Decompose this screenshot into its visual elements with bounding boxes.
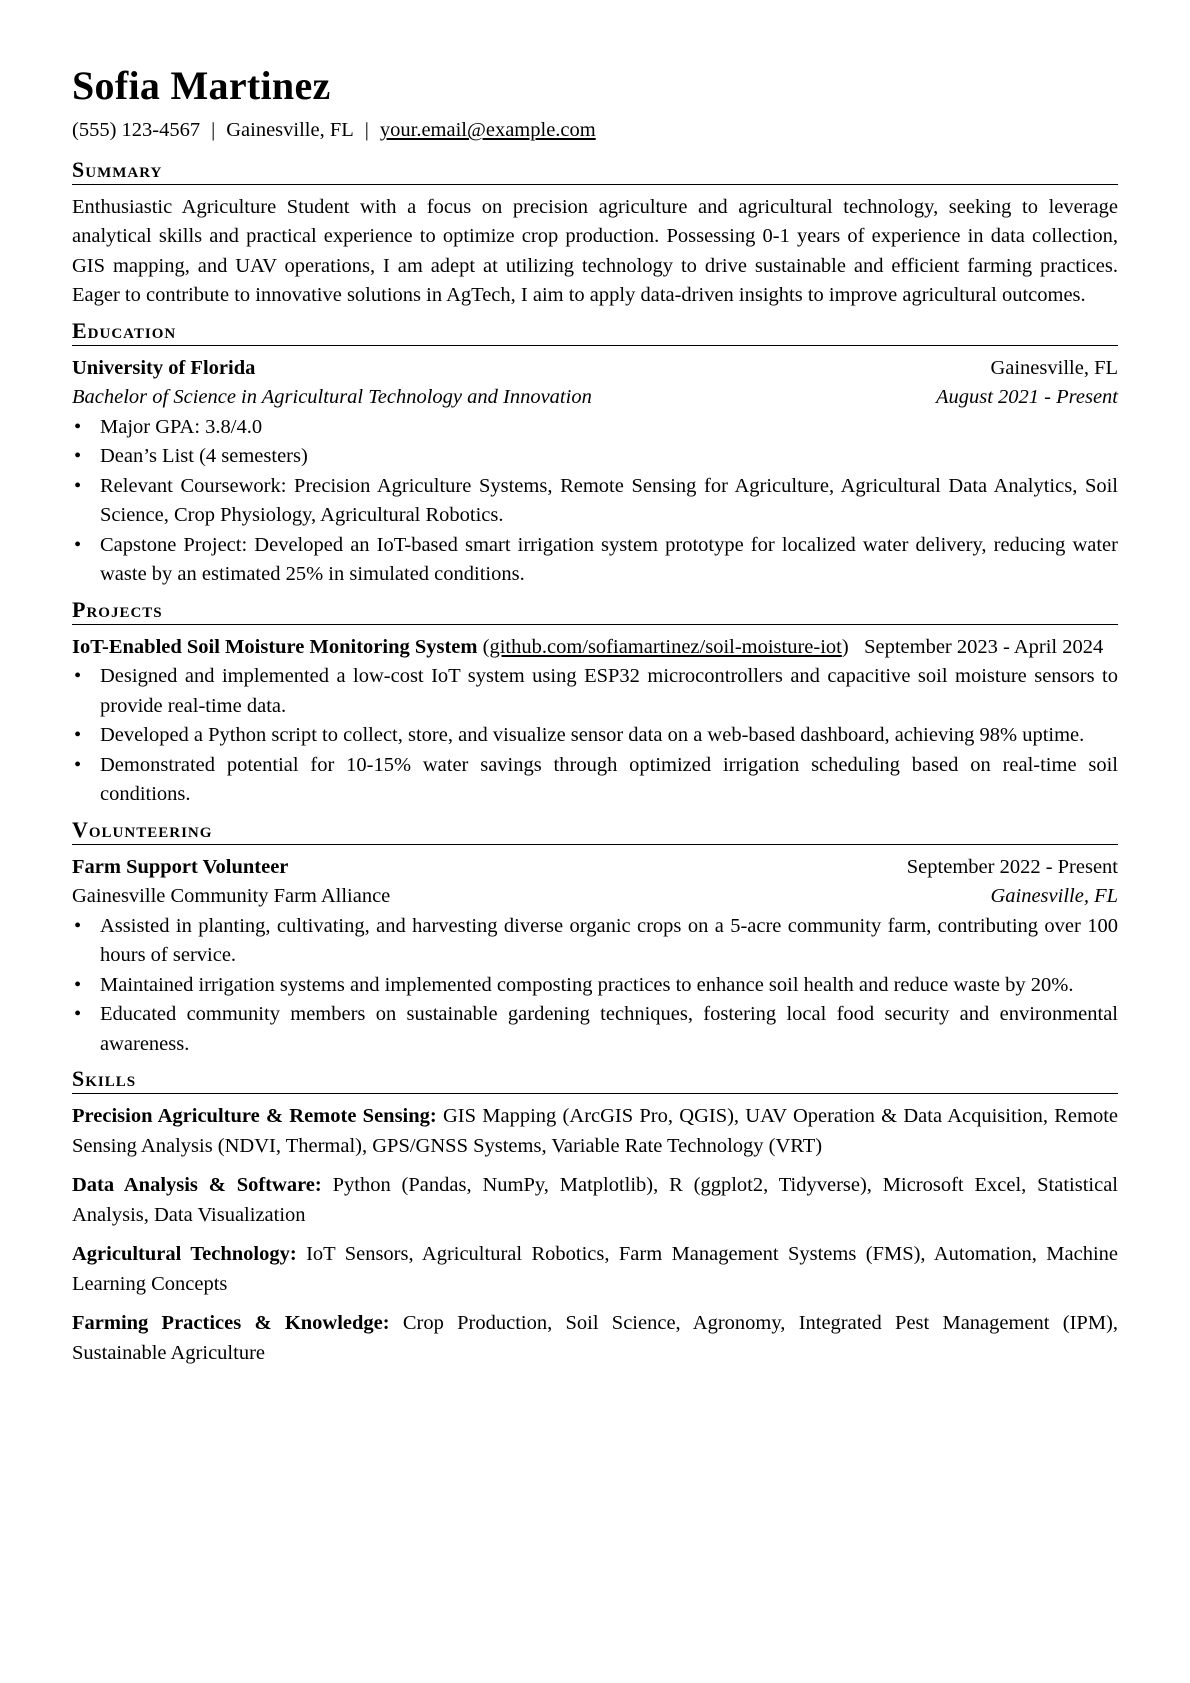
skills-section xyxy=(72,1065,1118,1368)
separator: | xyxy=(211,119,216,141)
project-link[interactable]: github.com/sofiamartinez/soil-moisture-iot xyxy=(489,635,842,658)
email-link[interactable]: your.email@example.com xyxy=(379,119,596,141)
education-dates: August 2021 - Present xyxy=(935,386,1118,408)
skill-label: Precision Agriculture & Remote Sensing: xyxy=(72,1105,437,1127)
skill-label: Data Analysis & Software: xyxy=(72,1174,322,1196)
list-item: • Demonstrated potential for 10-15% water savings through optimized irrigation scheduling based on real-time soil conditions. xyxy=(100,751,1118,810)
list-item: • Capstone Project: Developed an IoT-based smart irrigation system prototype for localized water delivery, reducing water waste by an estimated 25% in simulated conditions. xyxy=(100,531,1118,590)
list-item: • Relevant Coursework: Precision Agriculture Systems, Remote Sensing for Agriculture, Agricultural Data Analytics, Soil Science, Crop Physiology, Agricultural Robotics. xyxy=(100,472,1118,531)
education-bullets xyxy=(72,413,1118,590)
list-item: • Maintained irrigation systems and implemented composting practices to enhance soil health and reduce waste by 20%. xyxy=(100,971,1118,1001)
section-title: Skills xyxy=(72,1065,1118,1094)
contact-line xyxy=(72,116,1118,146)
section-title: Summary xyxy=(72,156,1118,185)
project-bullets xyxy=(72,662,1118,810)
volunteer-bullets xyxy=(72,912,1118,1060)
volunteering-section xyxy=(72,816,1118,1060)
skill-item xyxy=(72,1240,1118,1299)
volunteer-org: Gainesville Community Farm Alliance xyxy=(72,885,391,907)
list-item: • Designed and implemented a low-cost IoT system using ESP32 microcontrollers and capacitive soil moisture sensors to provide real-time data. xyxy=(100,662,1118,721)
section-title: Volunteering xyxy=(72,816,1118,845)
candidate-name: Sofia Martinez xyxy=(72,63,331,108)
project-name: IoT-Enabled Soil Moisture Monitoring System xyxy=(72,635,478,658)
volunteer-dates: September 2022 - Present xyxy=(906,855,1118,878)
degree: Bachelor of Science in Agricultural Technology and Innovation xyxy=(72,386,592,408)
list-item: • Major GPA: 3.8/4.0 xyxy=(100,413,1118,443)
skill-text: GIS Mapping (ArcGIS Pro, QGIS), UAV Operation & Data Acquisition, Remote Sensing Analysis (NDVI, Thermal), GPS/GNSS Systems, Variable Rate Technology (VRT) xyxy=(72,1105,1118,1157)
skill-label: Agricultural Technology: xyxy=(72,1243,297,1265)
list-item: • Educated community members on sustainable gardening techniques, fostering local food security and environmental awareness. xyxy=(100,1000,1118,1059)
skill-label: Farming Practices & Knowledge: xyxy=(72,1312,390,1334)
summary-section xyxy=(72,156,1118,311)
school-location: Gainesville, FL xyxy=(990,356,1118,379)
section-title: Projects xyxy=(72,596,1118,625)
project-header: IoT-Enabled Soil Moisture Monitoring System (github.com/sofiamartinez/soil-moisture-iot) September 2023 - April 2024 xyxy=(72,635,1104,658)
separator: | xyxy=(364,119,369,141)
volunteer-role: Farm Support Volunteer xyxy=(72,855,289,878)
summary-text: Enthusiastic Agriculture Student with a focus on precision agriculture and agricultural technology, seeking to leverage analytical skills and practical experience to optimize crop production. Possessing 0-1 years of experience in data collection, GIS mapping, and UAV operations, I am adept at utilizing technology to drive sustainable and efficient farming practices. Eager to contribute to innovative solutions in AgTech, I aim to apply data-driven insights to improve agricultural outcomes. xyxy=(72,195,1118,306)
list-item: • Assisted in planting, cultivating, and harvesting diverse organic crops on a 5-acre community farm, contributing over 100 hours of service. xyxy=(100,912,1118,971)
skill-text: IoT Sensors, Agricultural Robotics, Farm Management Systems (FMS), Automation, Machine Learning Concepts xyxy=(72,1243,1118,1295)
phone: (555) 123-4567 xyxy=(72,119,201,141)
volunteer-org-row xyxy=(72,882,1118,912)
projects-section xyxy=(72,596,1118,810)
school-name: University of Florida xyxy=(72,356,256,379)
skill-item xyxy=(72,1309,1118,1368)
skill-text: Crop Production, Soil Science, Agronomy, Integrated Pest Management (IPM), Sustainable Agriculture xyxy=(72,1312,1118,1364)
project-dates: September 2023 - April 2024 xyxy=(864,635,1104,658)
volunteer-location: Gainesville, FL xyxy=(990,885,1118,907)
list-item: • Dean’s List (4 semesters) xyxy=(100,442,1118,472)
skill-item xyxy=(72,1102,1118,1161)
degree-row xyxy=(72,383,1118,413)
location: Gainesville, FL xyxy=(226,119,354,141)
list-item: • Developed a Python script to collect, store, and visualize sensor data on a web-based dashboard, achieving 98% uptime. xyxy=(100,721,1118,751)
section-title: Education xyxy=(72,317,1118,346)
skill-text: Python (Pandas, NumPy, Matplotlib), R (ggplot2, Tidyverse), Microsoft Excel, Statistical Analysis, Data Visualization xyxy=(72,1174,1118,1226)
skill-item xyxy=(72,1171,1118,1230)
education-section xyxy=(72,317,1118,590)
volunteer-header xyxy=(72,853,1118,883)
education-header xyxy=(72,354,1118,384)
